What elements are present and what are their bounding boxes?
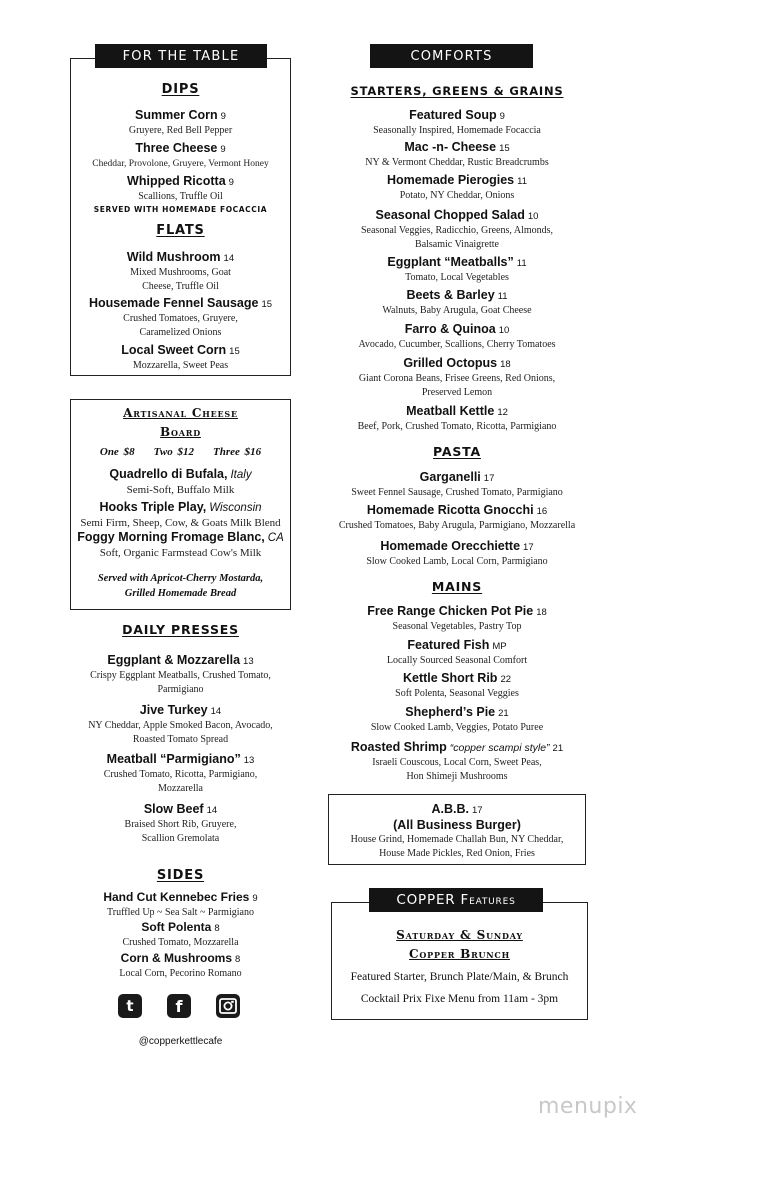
pasta-heading: PASTA bbox=[433, 444, 481, 459]
facebook-icon[interactable]: f bbox=[167, 994, 191, 1018]
mains-heading: MAINS bbox=[431, 579, 483, 594]
dips-list bbox=[72, 106, 289, 204]
menu-item: Wild Mushroom 14 Mixed Mushrooms, Goat Cheese, Truffle Oil bbox=[126, 250, 235, 292]
menu-item: Featured Soup 9 Seasonally Inspired, Homemade Focaccia bbox=[373, 108, 541, 136]
sides-heading: SIDES bbox=[156, 868, 205, 883]
menu-item: Free Range Chicken Pot Pie 18 Seasonal Vegetables, Pastry Top bbox=[367, 604, 547, 632]
menu-item: Roasted Shrimp “copper scampi style” 21 Israeli Couscous, Local Corn, Sweet Peas, Hon Shimeji Mushrooms bbox=[350, 740, 564, 782]
menu-item: Beets & Barley 11 Walnuts, Baby Arugula, Goat Cheese bbox=[382, 288, 532, 316]
menu-item: Kettle Short Rib 22 Soft Polenta, Seasonal Veggies bbox=[395, 671, 519, 699]
social-handle[interactable]: @copperkettlecafe bbox=[138, 1036, 223, 1047]
menu-item: Seasonal Chopped Salad 10 Seasonal Veggies, Radicchio, Greens, Almonds, Balsamic Vinaigrette bbox=[360, 208, 553, 250]
cheese-note: Served with Apricot-Cherry Mostarda, Grilled Homemade Bread bbox=[97, 573, 264, 599]
mains-list bbox=[317, 602, 597, 784]
menupix-watermark: menupix bbox=[538, 1094, 638, 1119]
starters-list bbox=[327, 106, 587, 434]
menu-item: Eggplant & Mozzarella 13 Crispy Eggplant Meatballs, Crushed Tomato, Parmigiano bbox=[90, 653, 271, 695]
menu-item: Housemade Fennel Sausage 15 Crushed Tomatoes, Gruyere, Caramelized Onions bbox=[88, 296, 273, 338]
instagram-icon[interactable] bbox=[216, 994, 240, 1018]
menu-item: Summer Corn 9 Gruyere, Red Bell Pepper bbox=[128, 108, 233, 136]
for-the-table-banner: FOR THE TABLE bbox=[95, 44, 267, 68]
menu-item: Soft Polenta 8 Crushed Tomato, Mozzarella bbox=[122, 920, 239, 948]
twitter-icon[interactable]: t bbox=[118, 994, 142, 1018]
menu-item: Quadrello di Bufala, Italy Semi-Soft, Buffalo Milk bbox=[109, 467, 252, 496]
dips-note: SERVED WITH HOMEMADE FOCACCIA bbox=[93, 205, 268, 214]
copper-features-banner: COPPER Features bbox=[369, 888, 543, 912]
daily-presses-list bbox=[62, 651, 299, 846]
menu-item: Mac -n- Cheese 15 NY & Vermont Cheddar, Rustic Breadcrumbs bbox=[365, 140, 549, 168]
menu-item: Corn & Mushrooms 8 Local Corn, Pecorino Romano bbox=[119, 951, 242, 979]
menu-item: Grilled Octopus 18 Giant Corona Beans, Frisee Greens, Red Onions, Preserved Lemon bbox=[358, 356, 556, 398]
menu-item: Whipped Ricotta 9 Scallions, Truffle Oil bbox=[127, 174, 234, 202]
instagram-glyph bbox=[216, 994, 240, 1018]
menu-item: Hooks Triple Play, Wisconsin Semi Firm, Sheep, Cow, & Goats Milk Blend bbox=[80, 500, 281, 529]
starters-heading: STARTERS, GREENS & GRAINS bbox=[350, 84, 564, 98]
menu-item: Shepherd’s Pie 21 Slow Cooked Lamb, Veggies, Potato Puree bbox=[370, 705, 544, 733]
copper-features-heading: Saturday & Sunday Copper Brunch bbox=[396, 928, 523, 961]
menu-item: Garganelli 17 Sweet Fennel Sausage, Crushed Tomato, Parmigiano bbox=[351, 470, 563, 498]
flats-heading: FLATS bbox=[156, 223, 205, 238]
pasta-list bbox=[317, 468, 597, 569]
menu-item: Meatball “Parmigiano” 13 Crushed Tomato, Ricotta, Parmigiano, Mozzarella bbox=[103, 752, 258, 794]
menu-item: Homemade Pierogies 11 Potato, NY Cheddar, Onions bbox=[386, 173, 527, 201]
menu-item: Meatball Kettle 12 Beef, Pork, Crushed Tomato, Ricotta, Parmigiano bbox=[357, 404, 557, 432]
dips-heading: DIPS bbox=[161, 82, 200, 97]
menu-item: Farro & Quinoa 10 Avocado, Cucumber, Scallions, Cherry Tomatoes bbox=[358, 322, 556, 350]
menu-item: Jive Turkey 14 NY Cheddar, Apple Smoked Bacon, Avocado, Roasted Tomato Spread bbox=[88, 703, 273, 745]
comforts-banner: COMFORTS bbox=[370, 44, 533, 68]
menu-item: Featured Fish MP Locally Sourced Seasonal Comfort bbox=[386, 638, 528, 666]
menu-item: Foggy Morning Fromage Blanc, CA Soft, Organic Farmstead Cow's Milk bbox=[77, 530, 284, 559]
cheese-heading: Artisanal Cheese Board bbox=[123, 406, 238, 439]
menu-item: Local Sweet Corn 15 Mozzarella, Sweet Peas bbox=[121, 343, 240, 371]
menu-item: Three Cheese 9 Cheddar, Provolone, Gruyere, Vermont Honey bbox=[92, 141, 269, 169]
menu-item: Eggplant “Meatballs” 11 Tomato, Local Vegetables bbox=[387, 255, 527, 283]
flats-list bbox=[72, 248, 289, 373]
menu-item: Homemade Orecchiette 17 Slow Cooked Lamb, Local Corn, Parmigiano bbox=[366, 539, 548, 567]
sides-list bbox=[62, 888, 299, 981]
copper-features-details: Featured Starter, Brunch Plate/Main, & Brunch Cocktail Prix Fixe Menu from 11am - 3pm bbox=[350, 971, 569, 1005]
menu-item: Homemade Ricotta Gnocchi 16 Crushed Tomatoes, Baby Arugula, Parmigiano, Mozzarella bbox=[338, 503, 576, 531]
menu-item: Slow Beef 14 Braised Short Rib, Gruyere, Scallion Gremolata bbox=[124, 802, 237, 844]
menu-item: Hand Cut Kennebec Fries 9 Truffled Up ~ Sea Salt ~ Parmigiano bbox=[103, 890, 258, 918]
daily-presses-heading: DAILY PRESSES bbox=[122, 622, 239, 637]
cheese-pricing: One $8 Two $12 Three $16 bbox=[99, 446, 262, 458]
cheese-list bbox=[72, 465, 289, 560]
abb-item: A.B.B. 17 (All Business Burger) House Grind, Homemade Challah Bun, NY Cheddar, House Made Pickles, Red Onion, Fries bbox=[350, 802, 564, 859]
